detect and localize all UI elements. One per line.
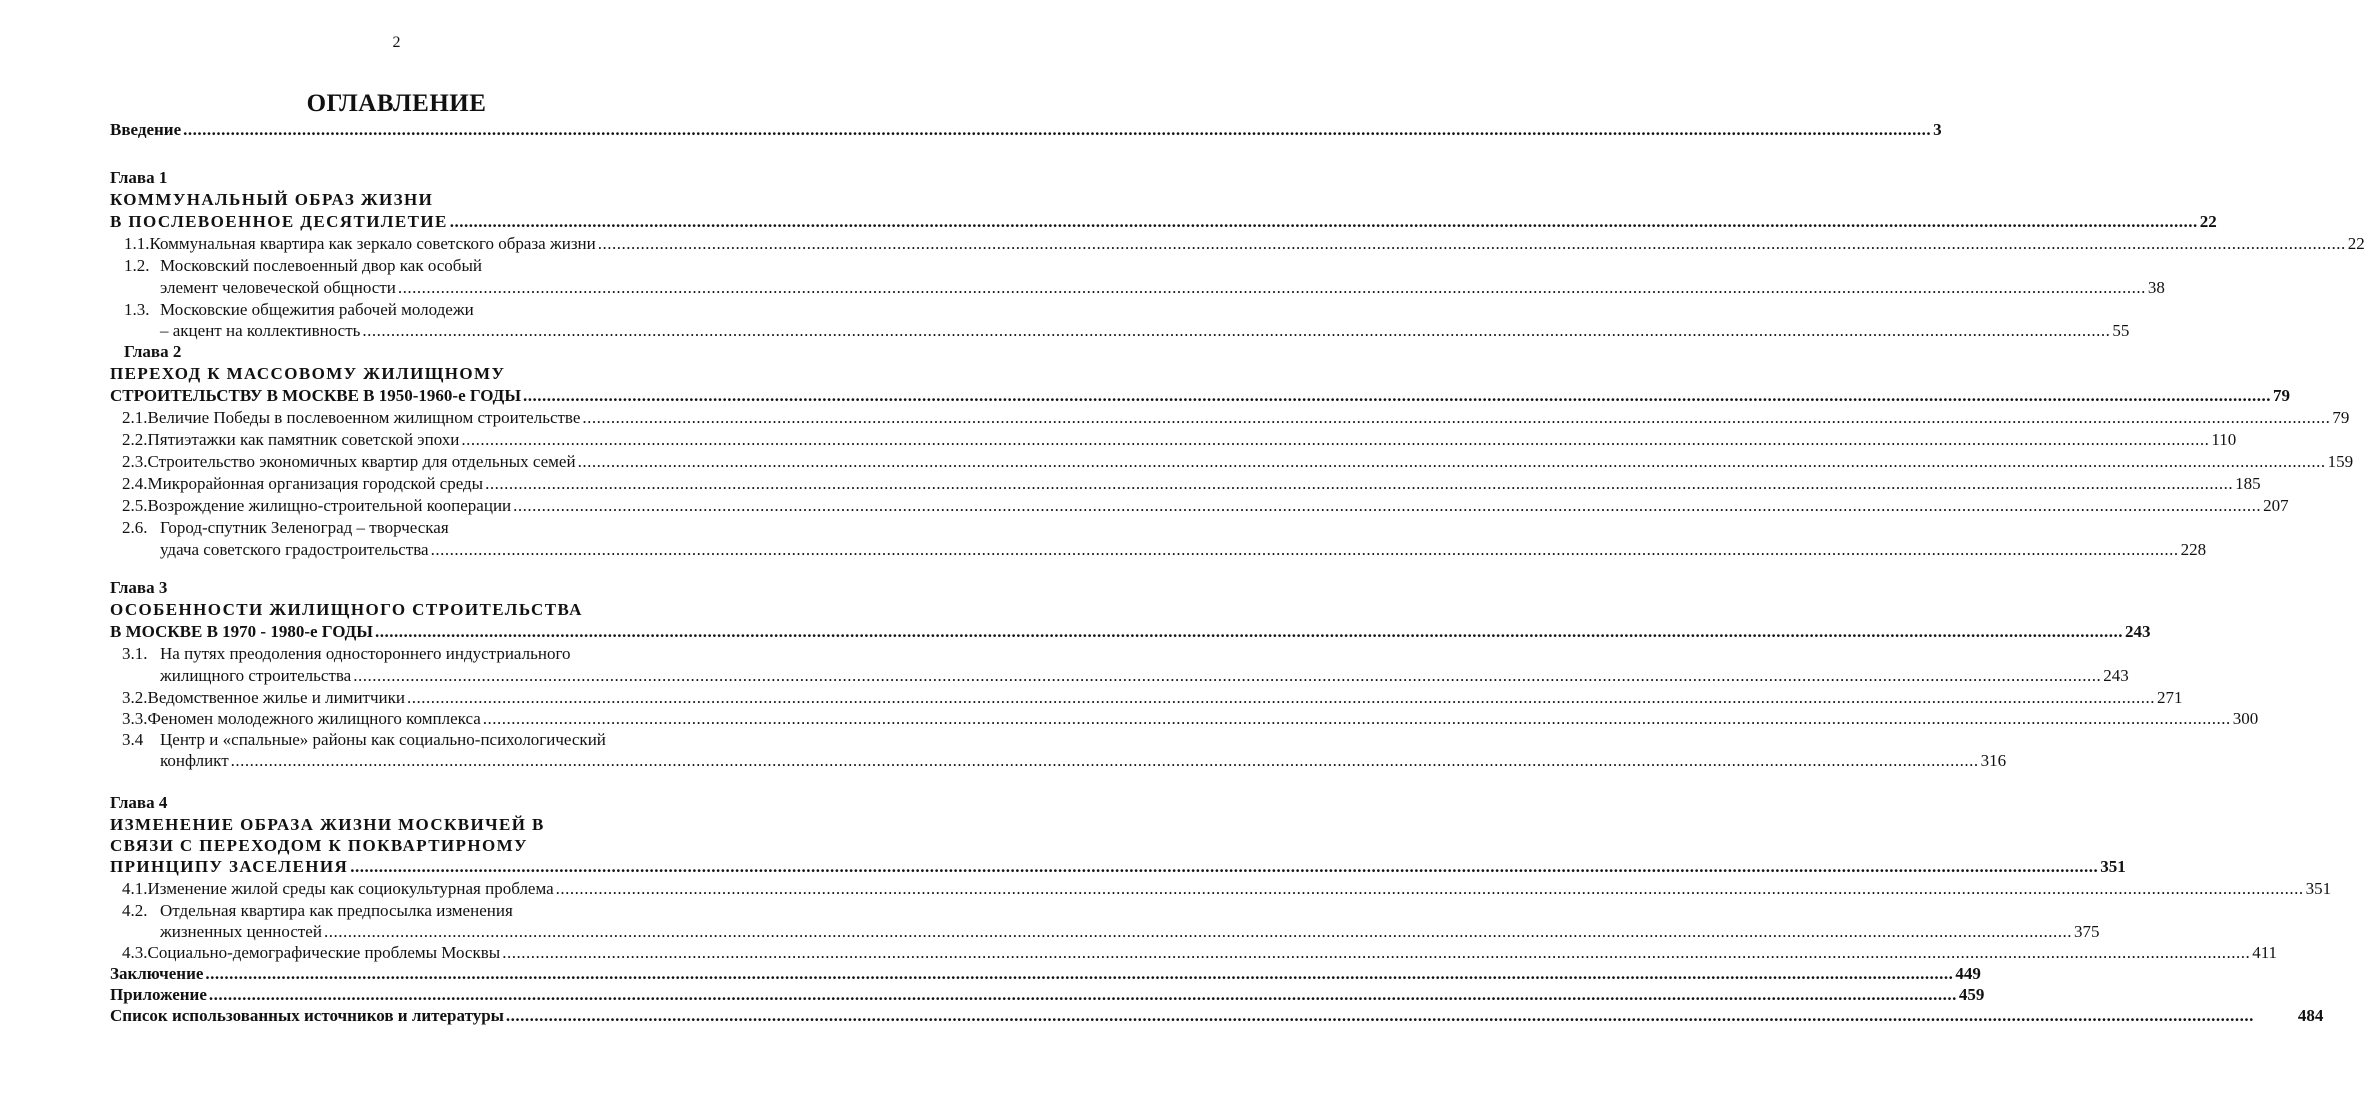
section-number: 2.3. (122, 452, 148, 471)
toc-page-number: 55 (2112, 321, 2130, 340)
toc-entry-2-2[interactable] (122, 430, 2237, 450)
dot-leader (556, 879, 2304, 899)
toc-entry-3-4[interactable] (160, 751, 2007, 771)
toc-title: ОГЛАВЛЕНИЕ (306, 90, 487, 117)
section-title: Центр и «спальные» районы как социально-психологический (160, 730, 606, 749)
toc-entry-3-1[interactable] (160, 666, 2129, 686)
toc-entry-sources[interactable] (110, 1006, 2324, 1026)
section-title: Пятиэтажки как памятник советской эпохи (147, 430, 460, 449)
section-title-cont: – акцент на коллективность (160, 321, 361, 340)
chapter-4-title-line-3: ПРИНЦИПУ ЗАСЕЛЕНИЯ (110, 857, 349, 876)
section-number: 1.2. (124, 256, 150, 275)
dot-leader (506, 1006, 2254, 1026)
toc-page-number: 449 (1955, 964, 1981, 983)
section-title: Московские общежития рабочей молодежи (160, 300, 474, 319)
toc-entry-4-2[interactable] (160, 922, 2100, 942)
section-number: 4.2. (122, 901, 148, 920)
dot-leader (578, 452, 2326, 472)
toc-entry-3-1-line-1[interactable] (122, 644, 571, 664)
chapter-2-heading: Глава 2 (124, 342, 182, 361)
chapter-2-title-line-2: СТРОИТЕЛЬСТВУ В МОСКВЕ В 1950-1960-е ГОДЫ (110, 386, 522, 405)
dot-leader (231, 751, 1979, 771)
dot-leader (502, 943, 2250, 963)
toc-entry-4-3[interactable] (122, 943, 2278, 963)
section-title: Социально-демографические проблемы Москвы (147, 943, 501, 962)
toc-page-number: 351 (2100, 857, 2126, 876)
toc-entry-1-3[interactable] (160, 321, 2130, 341)
section-title-cont: жизненных ценностей (160, 922, 322, 941)
dot-leader (483, 709, 2231, 729)
toc-entry-2-1[interactable] (122, 408, 2350, 428)
section-title: Ведомственное жилье и лимитчики (147, 688, 405, 707)
section-number: 4.1. (122, 879, 148, 898)
toc-page-number: 484 (2297, 1006, 2324, 1025)
dot-leader (205, 964, 1953, 984)
dot-leader (324, 922, 2072, 942)
toc-page-number: 351 (2305, 879, 2332, 898)
toc-entry-2-3[interactable] (122, 452, 2354, 472)
toc-page-number: 110 (2211, 430, 2237, 449)
dot-leader (431, 540, 2179, 560)
toc-page-number: 79 (2273, 386, 2291, 405)
section-title: Коммунальная квартира как зеркало советского образа жизни (149, 234, 596, 253)
section-number: 3.2. (122, 688, 148, 707)
toc-page-number: 159 (2327, 452, 2354, 471)
toc-page-number: 79 (2332, 408, 2350, 427)
section-number: 2.4. (122, 474, 148, 493)
dot-leader (450, 212, 2198, 232)
chapter-3-heading: Глава 3 (110, 578, 168, 597)
dot-leader (183, 120, 1931, 140)
section-number: 3.1. (122, 644, 148, 663)
section-number: 2.6. (122, 518, 148, 537)
section-title: Микрорайонная организация городской среды (147, 474, 484, 493)
section-number: 2.2. (122, 430, 148, 449)
toc-entry-intro[interactable] (110, 120, 1942, 140)
dot-leader (362, 321, 2110, 341)
dot-leader (375, 622, 2123, 642)
toc-entry-1-1[interactable] (124, 234, 2365, 254)
dot-leader (598, 234, 2346, 254)
toc-page-number: 243 (2124, 622, 2151, 641)
toc-entry-appendix[interactable] (110, 985, 1985, 1005)
dot-leader (485, 474, 2233, 494)
toc-entry-chapter-4[interactable] (110, 857, 2126, 877)
dot-leader (513, 496, 2261, 516)
section-number: 2.5. (122, 496, 148, 515)
toc-page-number: 22 (2347, 234, 2365, 253)
toc-entry-4-1[interactable] (122, 879, 2332, 899)
toc-page-number: 207 (2263, 496, 2289, 515)
section-number: 1.3. (124, 300, 150, 319)
dot-leader (350, 857, 2098, 877)
chapter-2-title-line-1: ПЕРЕХОД К МАССОВОМУ ЖИЛИЩНОМУ (110, 364, 506, 383)
section-title-cont: жилищного строительства (160, 666, 352, 685)
section-title: Возрождение жилищно-строительной кооперации (147, 496, 512, 515)
dot-leader (461, 430, 2209, 450)
section-title: Отдельная квартира как предпосылка изменения (160, 901, 513, 920)
section-title: Феномен молодежного жилищного комплекса (147, 709, 481, 728)
toc-entry-2-6-line-1[interactable] (122, 518, 449, 538)
toc-entry-chapter-1[interactable] (110, 212, 2217, 232)
toc-entry-4-2-line-1[interactable] (122, 901, 513, 921)
section-title: Изменение жилой среды как социокультурная проблема (147, 879, 554, 898)
toc-entry-label: Введение (110, 120, 182, 139)
toc-entry-3-4-line-1[interactable] (122, 730, 606, 750)
page-number: 2 (392, 34, 401, 51)
toc-page-number: 316 (1980, 751, 2007, 770)
dot-leader (523, 386, 2271, 406)
toc-entry-1-2[interactable] (160, 278, 2165, 298)
section-title: Строительство экономичных квартир для отдельных семей (147, 452, 576, 471)
toc-entry-conclusion[interactable] (110, 964, 1981, 984)
chapter-4-title-line-1: ИЗМЕНЕНИЕ ОБРАЗА ЖИЗНИ МОСКВИЧЕЙ В (110, 815, 545, 834)
toc-page-number: 243 (2103, 666, 2129, 685)
toc-entry-1-3-line-1[interactable] (124, 300, 474, 320)
toc-page-number: 3 (1933, 120, 1942, 139)
section-title: Величие Победы в послевоенном жилищном строительстве (147, 408, 581, 427)
toc-entry-2-5[interactable] (122, 496, 2289, 516)
section-title: Московский послевоенный двор как особый (160, 256, 482, 275)
section-title-cont: конфликт (160, 751, 229, 770)
toc-entry-label: Список использованных источников и литературы (110, 1006, 504, 1025)
dot-leader (582, 408, 2330, 428)
toc-page-number: 38 (2147, 278, 2165, 297)
section-number: 1.1. (124, 234, 150, 253)
toc-page-number: 22 (2199, 212, 2217, 231)
toc-entry-2-6[interactable] (160, 540, 2207, 560)
dot-leader (407, 688, 2155, 708)
chapter-3-title-line-1: ОСОБЕННОСТИ ЖИЛИЩНОГО СТРОИТЕЛЬСТВА (110, 600, 583, 619)
section-number: 2.1. (122, 408, 148, 427)
toc-entry-label: Заключение (110, 964, 204, 983)
section-number: 3.3. (122, 709, 148, 728)
toc-entry-3-2[interactable] (122, 688, 2183, 708)
toc-page-number: 411 (2252, 943, 2278, 962)
dot-leader (398, 278, 2146, 298)
section-title-cont: удача советского градостроительства (160, 540, 429, 559)
toc-page-number: 271 (2156, 688, 2183, 707)
toc-page-number: 185 (2235, 474, 2261, 493)
dot-leader (353, 666, 2101, 686)
toc-entry-1-2-line-1[interactable] (124, 256, 482, 276)
toc-entry-chapter-2[interactable] (110, 386, 2291, 406)
chapter-1-title-line-1: КОММУНАЛЬНЫЙ ОБРАЗ ЖИЗНИ (110, 190, 434, 209)
chapter-1-heading: Глава 1 (110, 168, 168, 187)
toc-entry-3-3[interactable] (122, 709, 2259, 729)
toc-page-number: 228 (2180, 540, 2207, 559)
toc-entry-label: Приложение (110, 985, 207, 1004)
section-title-cont: элемент человеческой общности (160, 278, 396, 297)
dot-leader (209, 985, 1957, 1005)
chapter-4-title-line-2: СВЯЗИ С ПЕРЕХОДОМ К ПОКВАРТИРНОМУ (110, 836, 528, 855)
section-title: На путях преодоления одностороннего индустриального (160, 644, 571, 663)
chapter-3-title-line-2: В МОСКВЕ В 1970 - 1980-е ГОДЫ (110, 622, 373, 641)
toc-page-number: 300 (2232, 709, 2259, 728)
chapter-1-title-line-2: В ПОСЛЕВОЕННОЕ ДЕСЯТИЛЕТИЕ (110, 212, 448, 231)
toc-entry-2-4[interactable] (122, 474, 2261, 494)
toc-page-number: 375 (2073, 922, 2100, 941)
section-number: 4.3. (122, 943, 148, 962)
section-number: 3.4 (122, 730, 144, 749)
toc-page-number: 459 (1958, 985, 1985, 1004)
toc-entry-chapter-3[interactable] (110, 622, 2151, 642)
chapter-4-heading: Глава 4 (110, 793, 168, 812)
section-title: Город-спутник Зеленоград – творческая (160, 518, 449, 537)
